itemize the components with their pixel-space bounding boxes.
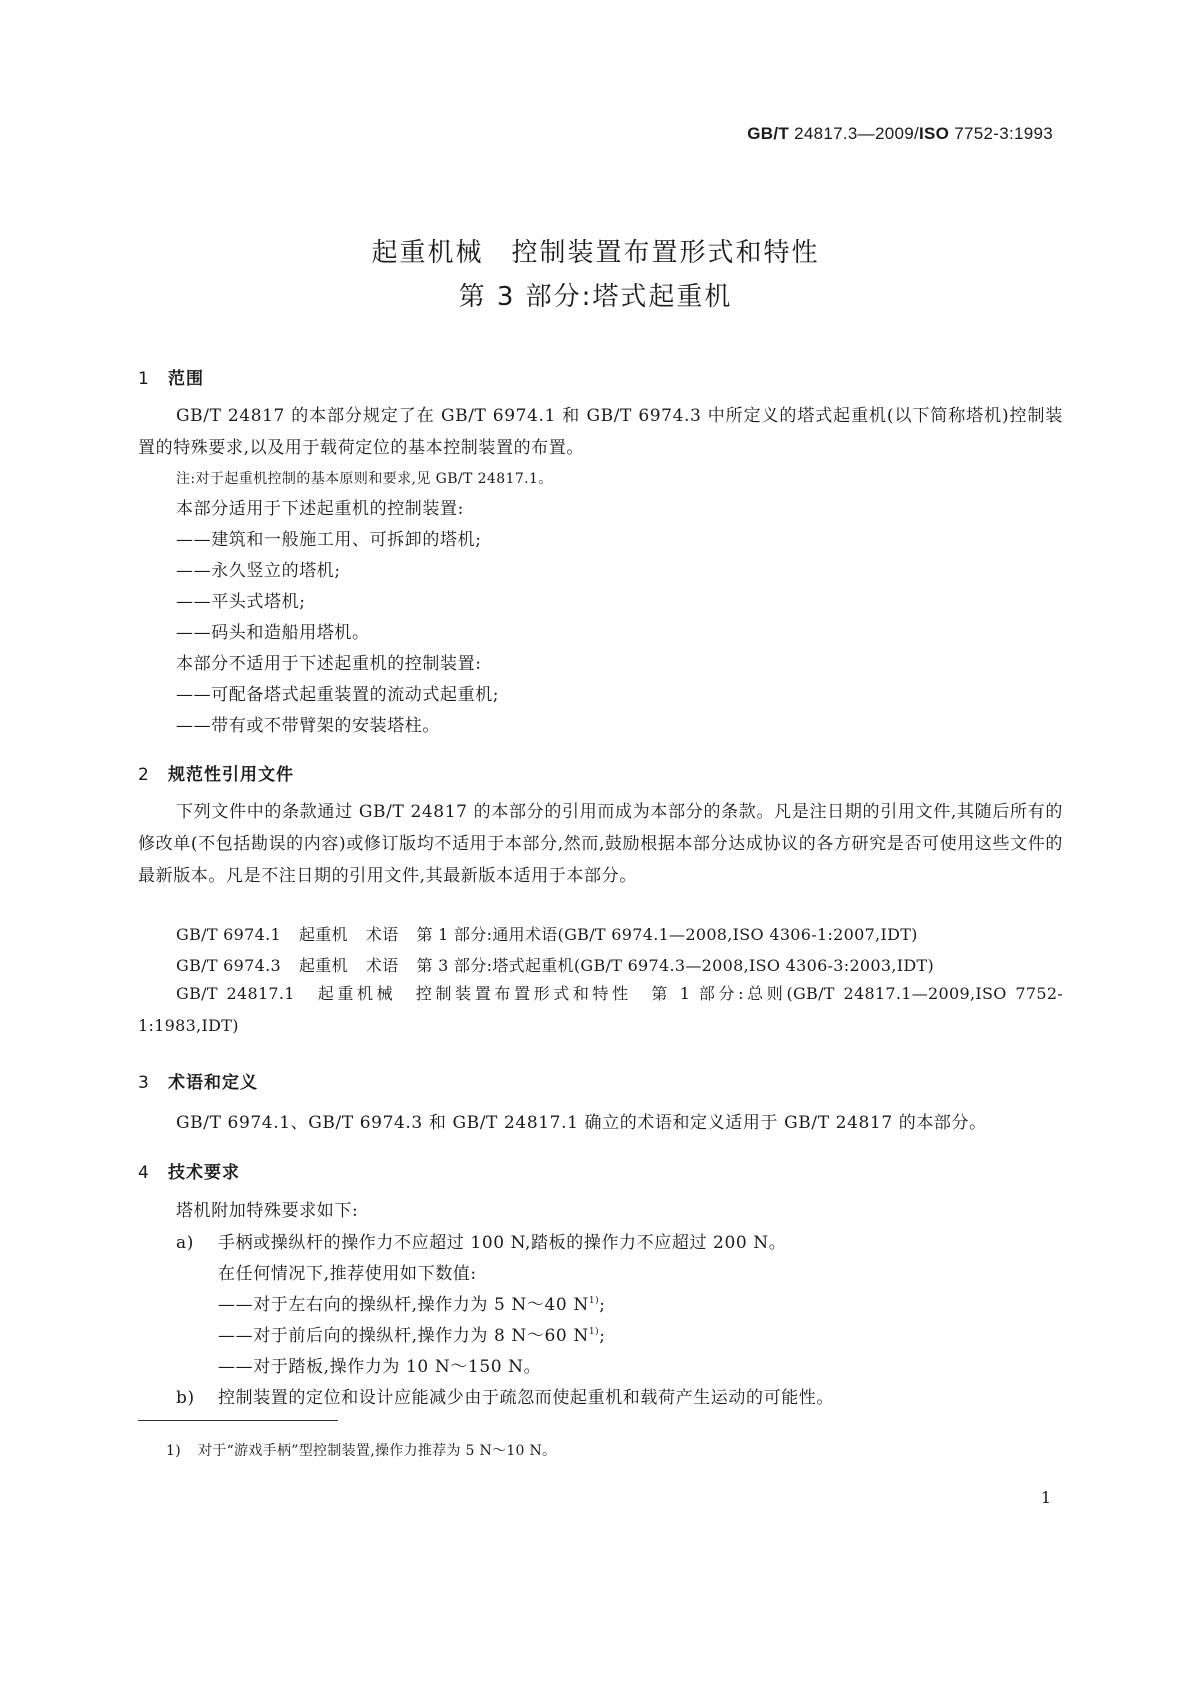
requirement-a-item: ——对于踏板,操作力为 10 N～150 N。	[218, 1357, 542, 1377]
section-1-note: 注:对于起重机控制的基本原则和要求,见 GB/T 24817.1。	[176, 471, 553, 487]
section-4-intro: 塔机附加特殊要求如下:	[176, 1201, 359, 1221]
iso-prefix: ISO	[919, 124, 950, 143]
requirement-a-item: ——对于左右向的操纵杆,操作力为 5 N～40 $N^{1)}$;	[218, 1295, 606, 1315]
applies-intro: 本部分适用于下述起重机的控制装置:	[176, 499, 464, 519]
applies-item: ——永久竖立的塔机;	[176, 561, 341, 581]
page-number: 1	[1040, 1488, 1051, 1507]
footnote-separator	[138, 1420, 338, 1421]
not-applies-intro: 本部分不适用于下述起重机的控制装置:	[176, 654, 482, 674]
requirement-b: b) 控制装置的定位和设计应能减少由于疏忽而使起重机和载荷产生运动的可能性。	[176, 1388, 834, 1408]
applies-item: ——平头式塔机;	[176, 592, 306, 612]
section-1-paragraph: GB/T 24817 的本部分规定了在 GB/T 6974.1 和 GB/T 6974.3 中所定义的塔式起重机(以下简称塔机)控制装置的特殊要求,以及用于载荷定位的基本控制装置的布置。	[138, 406, 1063, 458]
applies-item: ——码头和造船用塔机。	[176, 623, 370, 643]
requirement-a-item: ——对于前后向的操纵杆,操作力为 8 N～60 $N^{1)}$;	[218, 1326, 606, 1346]
footnote: 1) 对于“游戏手柄”型控制装置,操作力推荐为 5 N～10 N。	[166, 1443, 557, 1459]
reference-item: GB/T 6974.1 起重机 术语 第 1 部分:通用术语(GB/T 6974.1—2008,ISO 4306-1:2007,IDT)	[176, 925, 918, 944]
footnote-ref: 1)	[588, 1296, 600, 1306]
std-prefix: GB/T	[747, 124, 790, 143]
section-2-paragraph: 下列文件中的条款通过 GB/T 24817 的本部分的引用而成为本部分的条款。凡是注日期的引用文件,其随后所有的修改单(不包括勘误的内容)或修订版均不适用于本部分,然而,鼓励根据本部分达成协议的各方研究是否可使用这些文件的最新版本。凡是不注日期的引用文件,其最新版本适用于本部分。	[138, 802, 1063, 886]
document-title: 起重机械 控制装置布置形式和特性	[371, 238, 820, 268]
std-number: 24817.3—2009/	[794, 124, 919, 143]
not-applies-item: ——带有或不带臂架的安装塔柱。	[176, 716, 440, 736]
reference-item: GB/T 6974.3 起重机 术语 第 3 部分:塔式起重机(GB/T 6974.3—2008,ISO 4306-3:2003,IDT)	[176, 956, 935, 975]
reference-item: GB/T 24817.1 起重机械 控制装置布置形式和特性 第 1 部分:总则(GB/T 24817.1—2009,ISO 7752-1:1983,IDT)	[138, 984, 1063, 1035]
section-3-paragraph: GB/T 6974.1、GB/T 6974.3 和 GB/T 24817.1 确立的术语和定义适用于 GB/T 24817 的本部分。	[176, 1113, 987, 1133]
iso-number: 7752-3:1993	[954, 124, 1053, 143]
applies-item: ——建筑和一般施工用、可拆卸的塔机;	[176, 530, 482, 550]
footnote-ref: 1)	[588, 1327, 600, 1337]
requirement-a: a) 手柄或操纵杆的操作力不应超过 100 N,踏板的操作力不应超过 200 N。	[176, 1233, 787, 1253]
document-subtitle: 第 3 部分:塔式起重机	[458, 282, 733, 312]
section-3-heading: 3 术语和定义	[138, 1073, 258, 1093]
requirement-a-sub-intro: 在任何情况下,推荐使用如下数值:	[218, 1264, 477, 1284]
section-1-heading: 1 范围	[138, 369, 204, 389]
standard-designation	[747, 124, 1053, 144]
section-2-heading: 2 规范性引用文件	[138, 765, 294, 785]
not-applies-item: ——可配备塔式起重装置的流动式起重机;	[176, 685, 500, 705]
section-4-heading: 4 技术要求	[138, 1163, 240, 1183]
